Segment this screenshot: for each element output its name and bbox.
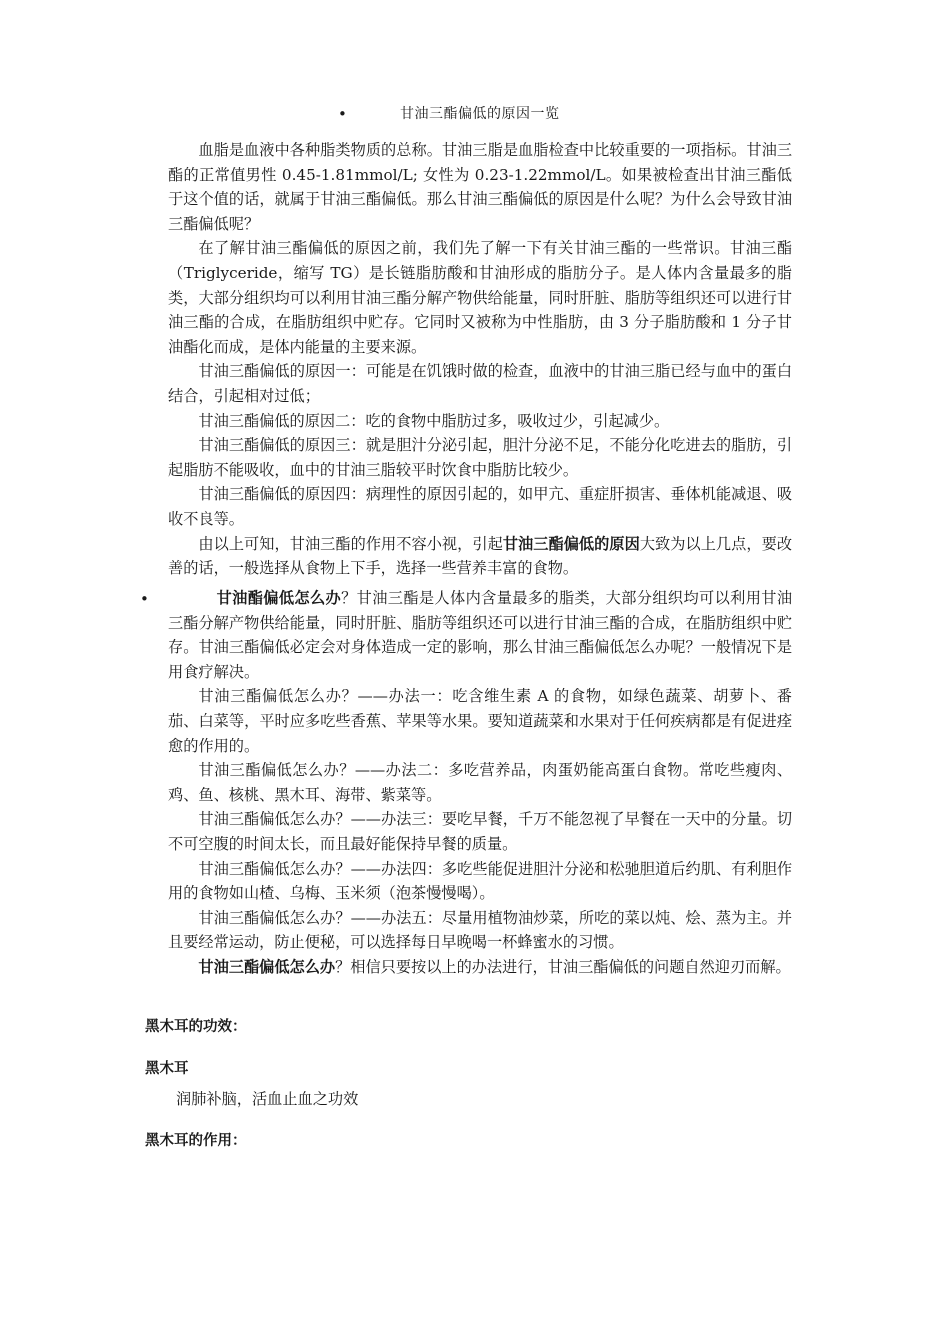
page-title: 甘油三酯偏低的原因一览: [400, 106, 560, 122]
title-row: [0, 103, 950, 125]
paragraph-conclusion: [168, 532, 792, 581]
paragraph-remedy-intro: [168, 586, 792, 684]
remedy-intro-text: ？甘油三酯是人体内含量最多的脂类，大部分组织均可以利用甘油三酯分解产物供给能量，同时肝脏、脂肪等组织还可以进行甘油三酯的合成，在脂肪组织中贮存。甘油三酯偏低必定会对身体造成一定的影响，那么甘油三酯偏低怎么办呢？一般情况下是用食疗解决。: [168, 589, 793, 681]
conclusion-bold: 甘油三酯偏低的原因: [502, 534, 640, 553]
remedy-section: [168, 586, 792, 980]
conclusion-post: 大致为以上几点，要改善的话，一般选择从食物上下手，选择一些营养丰富的食物。: [168, 534, 793, 578]
heading-efficacy: 黑木耳的功效：: [145, 1019, 247, 1035]
final-text: ？相信只要按以上的办法进行，甘油三酯偏低的问题自然迎刃而解。: [335, 957, 791, 976]
paragraph-reason-3: 甘油三酯偏低的原因三：就是胆汁分泌引起，胆汁分泌不足，不能分化吃进去的脂肪，引起脂肪不能吸收，血中的甘油三脂较平时饮食中脂肪比较少。: [168, 436, 792, 479]
paragraph-reason-4: 甘油三酯偏低的原因四：病理性的原因引起的，如甲亢、重症肝损害、垂体机能减退、吸收不良等。: [168, 485, 792, 528]
paragraph-tg-info: 在了解甘油三酯偏低的原因之前，我们先了解一下有关甘油三酯的一些常识。甘油三酯（Triglyceride，缩写 TG）是长链脂肪酸和甘油形成的脂肪分子。是人体内含量最多的脂类，大部分组织均可以利用甘油三酯分解产物供给能量，同时肝脏、脂肪等组织还可以进行甘油三酯的合成，在脂肪组织中贮存。它同时又被称为中性脂肪，由 3 分子脂肪酸和 1 分子甘油酯化而成，是体内能量的主要来源。: [168, 239, 792, 356]
paragraph-method-3: 甘油三酯偏低怎么办？——办法三：要吃早餐，千万不能忽视了早餐在一天中的分量。切不可空腹的时间太长，而且最好能保持早餐的质量。: [168, 810, 792, 853]
paragraph-method-2: 甘油三酯偏低怎么办？——办法二：多吃营养品，肉蛋奶能高蛋白食物。常吃些瘦肉、鸡、鱼、核桃、黑木耳、海带、紫菜等。: [168, 761, 792, 804]
paragraph-intro: 血脂是血液中各种脂类物质的总称。甘油三脂是血脂检查中比较重要的一项指标。甘油三酯的正常值男性 0.45-1.81mmol/L; 女性为 0.23-1.22mmol/L。如果被检查出甘油三酯低于这个值的话，就属于甘油三酯偏低。那么甘油三酯偏低的原因是什么呢？为什么会导致甘油三酯偏低呢？: [168, 141, 792, 233]
bullet-2: •: [140, 590, 149, 608]
final-bold: 甘油三酯偏低怎么办: [198, 957, 336, 976]
conclusion-pre: 由以上可知，甘油三酯的作用不容小视，引起: [198, 534, 503, 553]
remedy-intro-bold: 甘油酯偏低怎么办: [216, 589, 342, 607]
paragraph-reason-2: 甘油三酯偏低的原因二：吃的食物中脂肪过多，吸收过少，引起减少。: [198, 411, 670, 430]
paragraph-method-1: 甘油三酯偏低怎么办？——办法一：吃含维生素 A 的食物，如绿色蔬菜、胡萝卜、番茄、白菜等，平时应多吃些香蕉、苹果等水果。要知道蔬菜和水果对于任何疾病都是有促进痊愈的作用的。: [168, 687, 792, 755]
paragraph-method-4: 甘油三酯偏低怎么办？——办法四：多吃些能促进胆汁分泌和松驰胆道后约肌、有利胆作用的食物如山楂、乌梅、玉米须（泡茶慢慢喝）。: [168, 859, 792, 903]
heading-black-fungus: 黑木耳: [145, 1061, 189, 1077]
paragraph-reason-1: 甘油三酯偏低的原因一：可能是在饥饿时做的检查，血液中的甘油三脂已经与血中的蛋白结合，引起相对过低；: [168, 362, 792, 405]
efficacy-text: 润肺补脑，活血止血之功效: [176, 1090, 359, 1108]
paragraph-final: [168, 955, 792, 980]
title-bullet: •: [338, 105, 347, 123]
paragraph-method-5: 甘油三酯偏低怎么办？——办法五：尽量用植物油炒菜，所吃的菜以炖、烩、蒸为主。并且要经常运动，防止便秘，可以选择每日早晚喝一杯蜂蜜水的习惯。: [168, 908, 792, 952]
heading-function: 黑木耳的作用：: [145, 1133, 247, 1149]
intro-section: [168, 138, 792, 581]
